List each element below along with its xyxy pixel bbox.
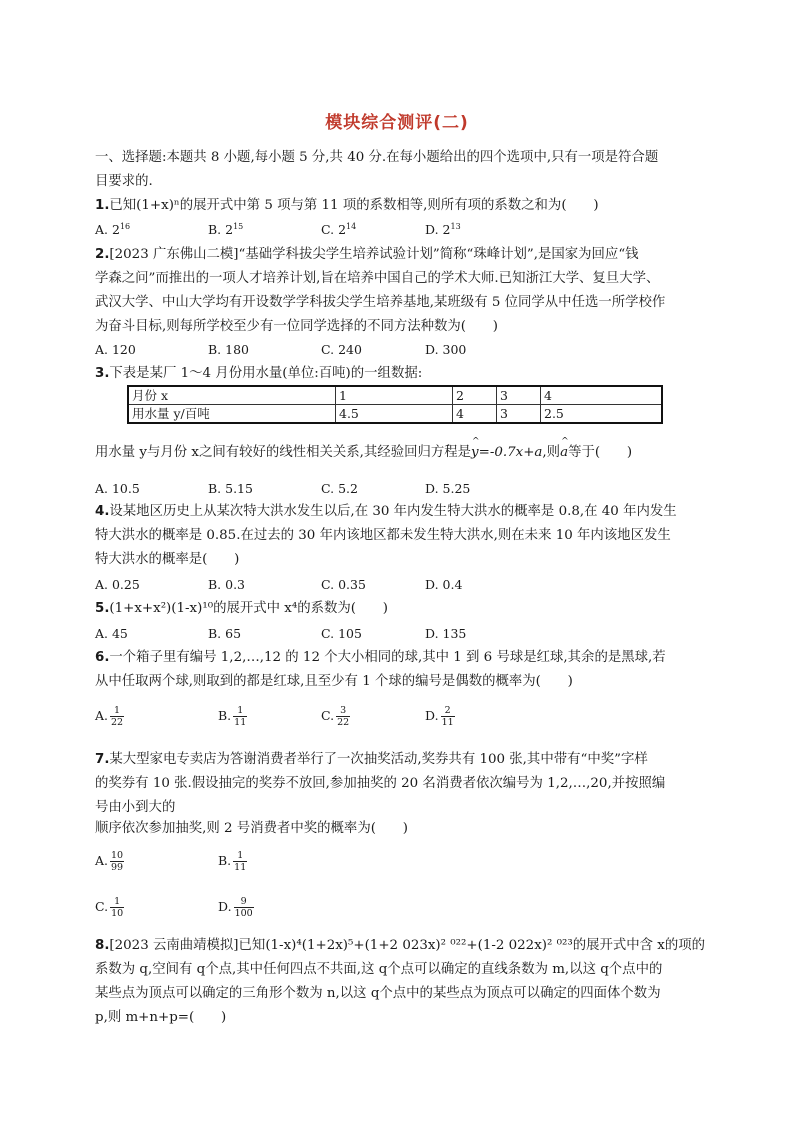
question-5-option-b[interactable]: B. 65 [208,626,242,641]
question-3-option-d[interactable]: D. 5.25 [425,481,471,496]
question-6-option-b[interactable]: B. $\frac{1}{11}$ [218,705,247,728]
question-2-line-1: 2.[2023 广东佛山二模]“基础学科拔尖学生培养试验计划”简称“珠峰计划”,是国家为回应“钱 [95,247,639,262]
table-cell: 4.5 [336,405,453,424]
question-5-number: 5. [95,601,110,616]
question-5-option-a[interactable]: A. 45 [95,626,128,641]
page-title: 模块综合测评(二) [325,113,469,133]
regression-equation: ^ y=-0.7x+a [471,441,542,465]
question-1 [95,194,705,218]
table-cell: 2 [453,386,497,405]
question-5-option-c[interactable]: C. 105 [321,626,362,641]
question-7-option-c[interactable]: C. $\frac{1}{10}$ [95,896,124,919]
question-7-line-2: 的奖券有 10 张.假设抽完的奖券不放回,参加抽奖的 20 名消费者依次编号为 1,2,…,20,并按照编 [95,776,666,791]
question-4-line-3: 特大洪水的概率是( ) [95,552,240,567]
question-7-option-b[interactable]: B. $\frac{1}{11}$ [218,850,247,873]
question-4-option-a[interactable]: A. 0.25 [95,577,140,592]
question-6-option-a[interactable]: A. $\frac{1}{22}$ [95,705,124,728]
table-row [128,405,662,424]
fraction: $\frac{3}{22}$ [337,705,350,728]
question-2-line-4: 为奋斗目标,则每所学校至少有一位同学选择的不同方法种数为( ) [95,319,499,334]
question-3-option-a[interactable]: A. 10.5 [95,481,140,496]
question-7-option-a[interactable]: A. $\frac{10}{99}$ [95,850,124,873]
question-1-option-b[interactable]: B. $2^{15}$ [208,222,244,237]
fraction: $\frac{2}{11}$ [441,705,454,728]
question-1-text: 已知(1+x)ⁿ的展开式中第 5 项与第 11 项的系数相等,则所有项的系数之和为( ) [109,198,599,213]
question-2-line-2: 学森之问”而推出的一项人才培养计划,旨在培养中国自己的学术大师.已知浙江大学、复旦大学、 [95,271,660,286]
section-instructions-line-2: 目要求的. [95,174,153,189]
question-6-line-2: 从中任取两个球,则取到的都是红球,且至少有 1 个球的编号是偶数的概率为( ) [95,674,573,689]
table-cell: 4 [453,405,497,424]
question-7-option-d[interactable]: D. $\frac{9}{100}$ [218,896,253,919]
question-1-option-c[interactable]: C. $2^{14}$ [321,222,357,237]
fraction: $\frac{1}{10}$ [111,896,124,919]
question-8-line-1: 8.[2023 云南曲靖模拟]已知(1-x)⁴(1+2x)⁵+(1+2 023x)² ⁰²²+(1-2 022x)² ⁰²³的展开式中含 x的项的 [95,938,706,953]
table-cell: 1 [336,386,453,405]
question-3-line-1: 3.下表是某厂 1～4 月份用水量(单位:百吨)的一组数据: [95,366,423,381]
table-cell: 用水量 y/百吨 [128,405,336,424]
question-2-option-b[interactable]: B. 180 [208,342,249,357]
question-3-number: 3. [95,366,110,381]
regression-intercept: ^ a [560,441,568,465]
question-6-number: 6. [95,650,110,665]
question-2-option-d[interactable]: D. 300 [425,342,467,357]
question-7-number: 7. [95,752,110,767]
fraction: $\frac{1}{11}$ [234,705,247,728]
question-8-line-4: p,则 m+n+p=( ) [95,1010,227,1025]
fraction: $\frac{10}{99}$ [111,850,124,873]
question-5-text: (1+x+x²)(1-x)¹⁰的展开式中 x⁴的系数为( ) [109,601,388,616]
question-2-number: 2. [95,247,110,262]
water-usage-table [127,385,663,424]
table-cell: 3 [497,405,541,424]
question-4-line-1: 4.设某地区历史上从某次特大洪水发生以后,在 30 年内发生特大洪水的概率是 0.8,在 40 年内发生 [95,504,677,519]
table-cell: 4 [541,386,663,405]
question-8-line-2: 系数为 q,空间有 q个点,其中任何四点不共面,这 q个点可以确定的直线条数为 m,以这 q个点中的 [95,962,663,977]
fraction: $\frac{1}{22}$ [111,705,124,728]
question-1-option-d[interactable]: D. $2^{13}$ [425,222,461,237]
question-3-line-2: 用水量 y与月份 x之间有较好的线性相关关系,其经验回归方程是^ y=-0.7x+a,则^ a等于( ) [95,441,705,465]
fraction: $\frac{9}{100}$ [234,896,253,919]
table-cell: 2.5 [541,405,663,424]
question-7-line-3: 号由小到大的 [95,800,176,815]
question-6-option-d[interactable]: D. $\frac{2}{11}$ [425,705,454,728]
question-4-option-b[interactable]: B. 0.3 [208,577,246,592]
question-4-line-2: 特大洪水的概率是 0.85.在过去的 30 年内该地区都未发生特大洪水,则在未来 10 年内该地区发生 [95,528,671,543]
question-5 [95,597,705,621]
question-2-line-3: 武汉大学、中山大学均有开设数学学科拔尖学生培养基地,某班级有 5 位同学从中任选一所学校作 [95,295,666,310]
table-row [128,386,662,405]
question-8-number: 8. [95,938,110,953]
question-4-option-c[interactable]: C. 0.35 [321,577,366,592]
fraction: $\frac{1}{11}$ [234,850,247,873]
question-4-option-d[interactable]: D. 0.4 [425,577,463,592]
question-3-option-b[interactable]: B. 5.15 [208,481,253,496]
question-2-option-a[interactable]: A. 120 [95,342,136,357]
question-6-option-c[interactable]: C. $\frac{3}{22}$ [321,705,350,728]
question-1-option-a[interactable]: A. $2^{16}$ [95,222,131,237]
question-1-number: 1. [95,198,110,213]
question-6-line-1: 6.一个箱子里有编号 1,2,…,12 的 12 个大小相同的球,其中 1 到 6 号球是红球,其余的是黑球,若 [95,650,666,665]
question-7-line-1: 7.某大型家电专卖店为答谢消费者举行了一次抽奖活动,奖券共有 100 张,其中带有“中奖”字样 [95,752,648,767]
question-5-option-d[interactable]: D. 135 [425,626,467,641]
table-cell: 月份 x [128,386,336,405]
question-2-option-c[interactable]: C. 240 [321,342,362,357]
question-8-line-3: 某些点为顶点可以确定的三角形个数为 n,以这 q个点中的某些点为顶点可以确定的四面体个数为 [95,986,661,1001]
section-instructions-line-1: 一、选择题:本题共 8 小题,每小题 5 分,共 40 分.在每小题给出的四个选项中,只有一项是符合题 [95,150,659,165]
question-3-option-c[interactable]: C. 5.2 [321,481,358,496]
question-7-line-4: 顺序依次参加抽奖,则 2 号消费者中奖的概率为( ) [95,821,408,836]
question-4-number: 4. [95,504,110,519]
table-cell: 3 [497,386,541,405]
